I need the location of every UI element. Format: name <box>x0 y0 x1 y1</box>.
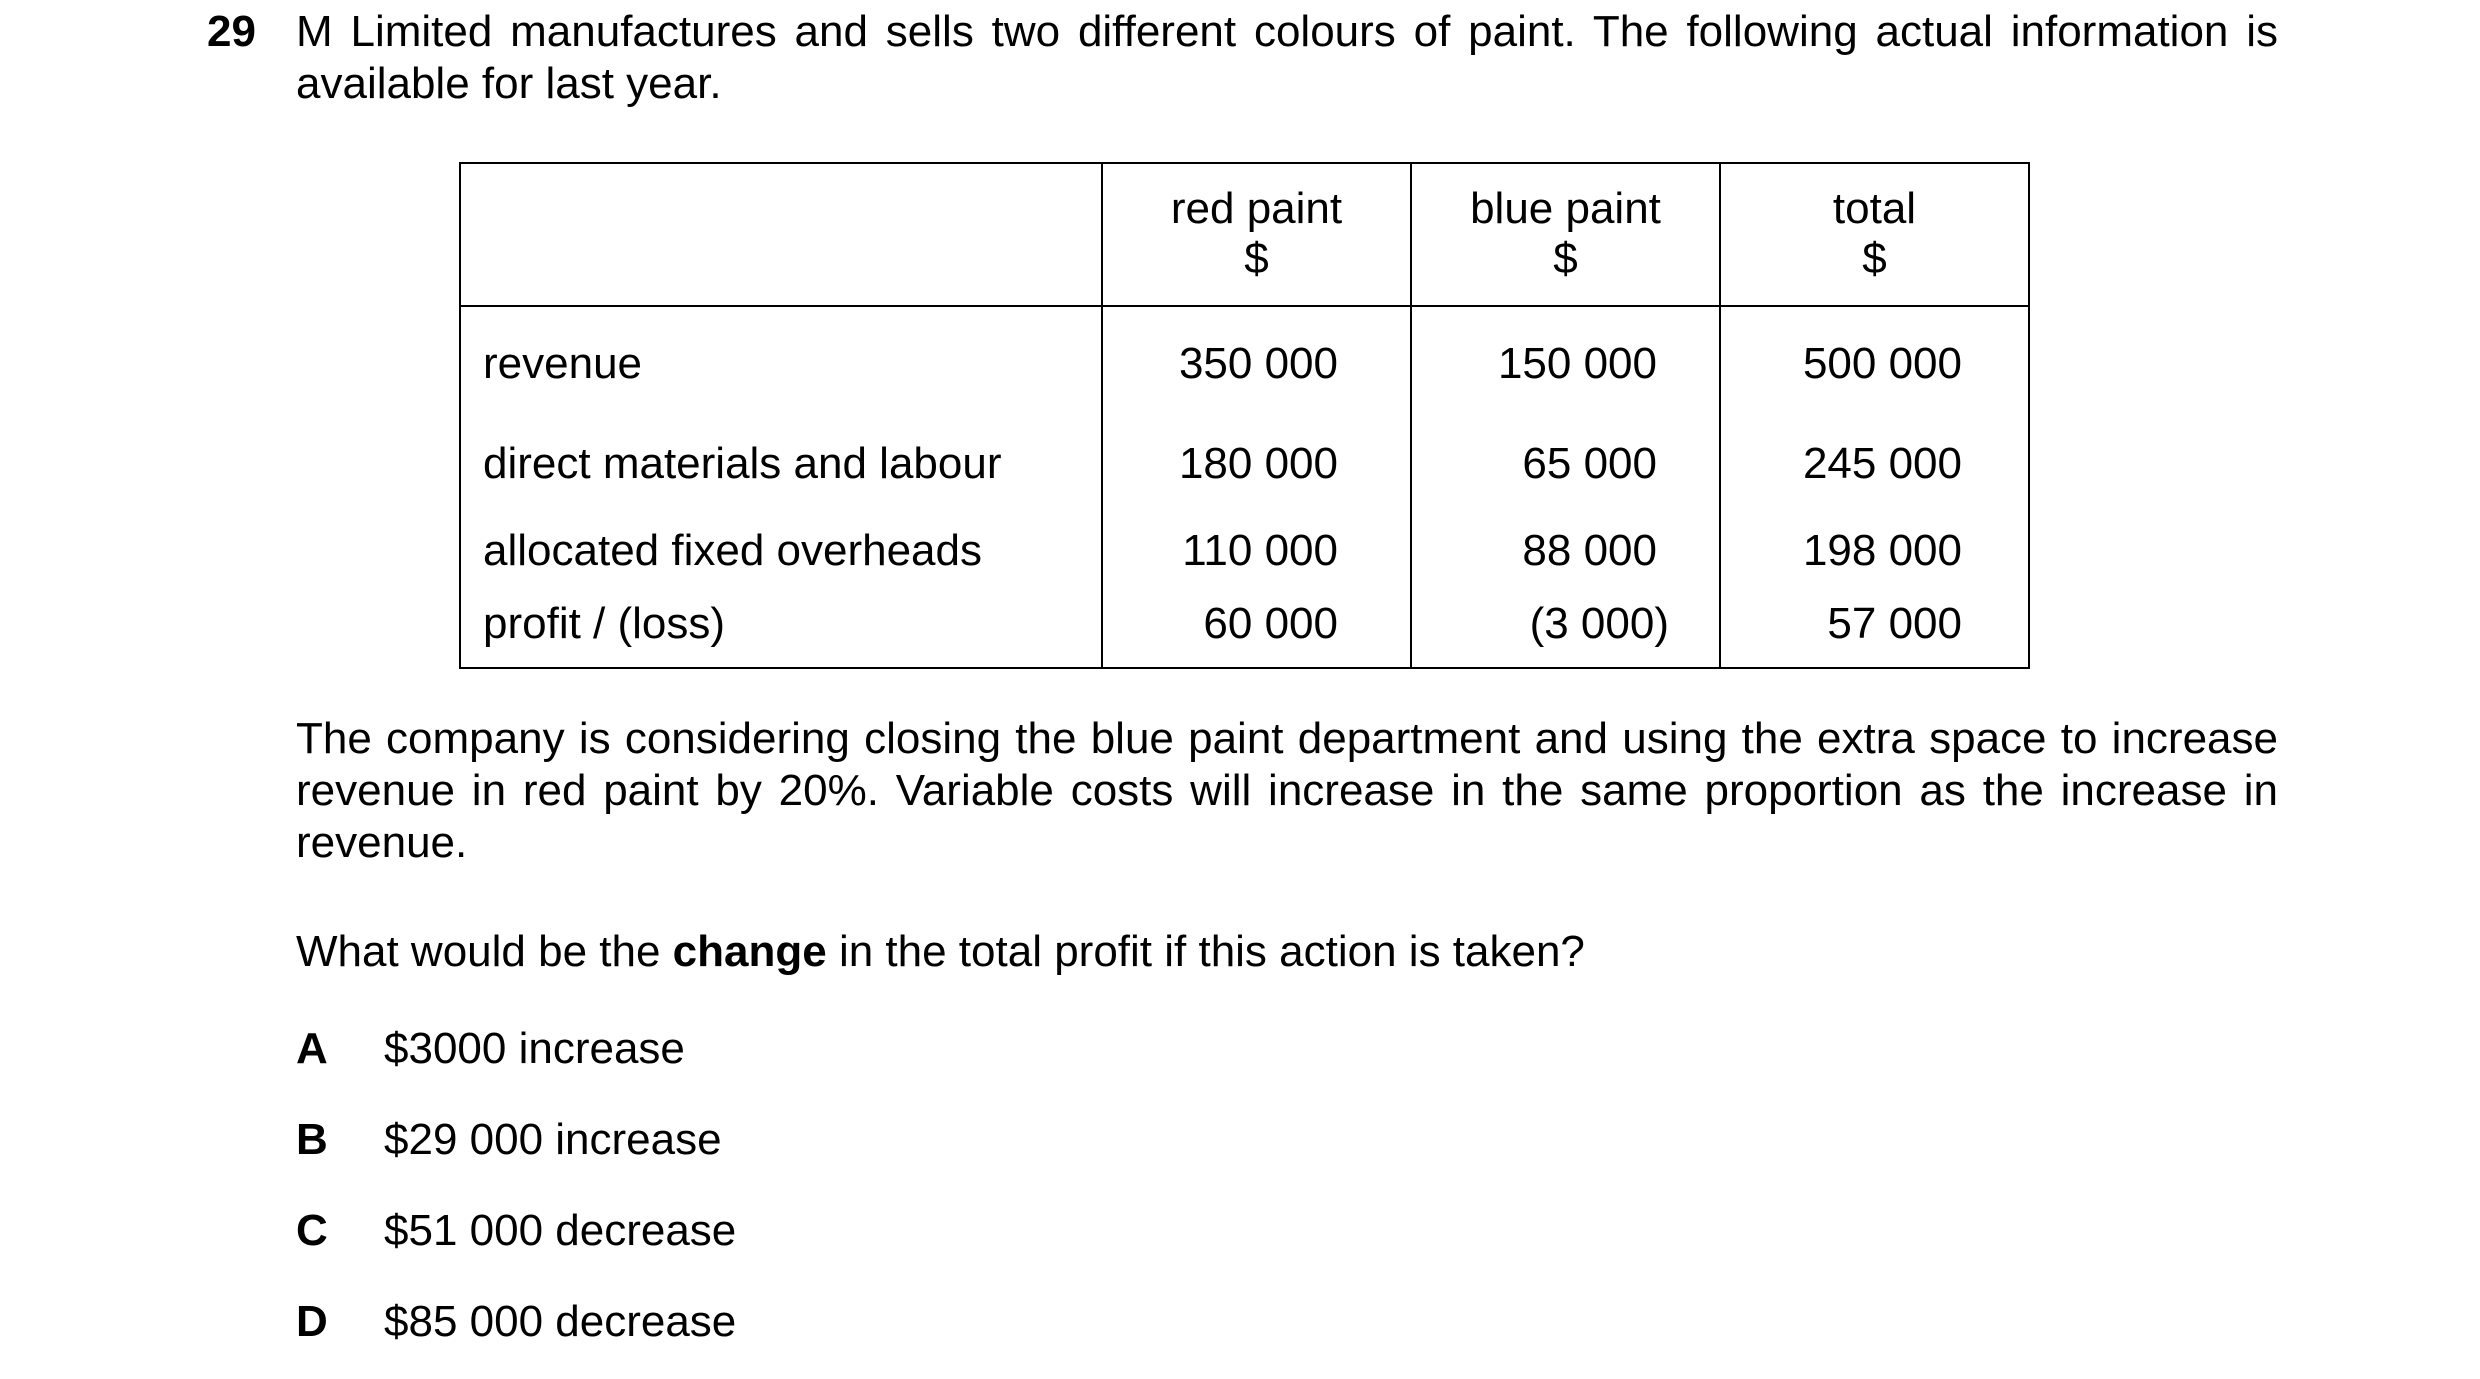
header-total-name: total <box>1832 184 1917 233</box>
scenario-paragraph: The company is considering closing the blue paint department and using the extra space to increase revenue in red paint by 20%. Variable costs will increase in the same proportion as the increase in revenue. <box>296 714 2278 867</box>
question-prompt-emphasis: change <box>672 927 827 976</box>
row-label: profit / (loss) <box>460 594 1102 668</box>
option-a[interactable] <box>296 1023 685 1075</box>
option-c-text: $51 000 decrease <box>384 1206 737 1255</box>
cell-total: 245 000 <box>1720 420 2029 507</box>
option-c[interactable] <box>296 1205 736 1257</box>
cell-total: 57 000 <box>1720 594 2029 668</box>
cell-red: 60 000 <box>1102 594 1411 668</box>
table-row <box>460 420 2029 507</box>
table-row <box>460 507 2029 594</box>
question-number: 29 <box>207 7 256 56</box>
financial-data-table <box>459 162 2030 669</box>
option-a-letter: A <box>296 1024 328 1073</box>
row-label: allocated fixed overheads <box>460 507 1102 594</box>
cell-red: 180 000 <box>1102 420 1411 507</box>
cell-blue: (3 000) <box>1411 594 1720 668</box>
header-red-paint-unit: $ <box>1244 234 1269 283</box>
row-label: revenue <box>460 306 1102 420</box>
header-label-cell <box>460 163 1102 306</box>
cell-red: 110 000 <box>1102 507 1411 594</box>
option-c-letter: C <box>296 1206 328 1255</box>
cell-total: 198 000 <box>1720 507 2029 594</box>
question-prompt-end: in the total profit if this action is taken? <box>826 927 1585 976</box>
row-label: direct materials and labour <box>460 420 1102 507</box>
cell-blue: 150 000 <box>1411 306 1720 420</box>
header-blue-paint-name: blue paint <box>1470 184 1661 233</box>
table-row <box>460 594 2029 668</box>
header-total-unit: $ <box>1862 234 1887 283</box>
option-b-letter: B <box>296 1115 328 1164</box>
table-header-row <box>460 163 2029 306</box>
header-red-paint-name: red paint <box>1170 184 1343 233</box>
option-d[interactable] <box>296 1296 736 1348</box>
cell-total: 500 000 <box>1720 306 2029 420</box>
question-prompt <box>296 926 1585 978</box>
option-d-text: $85 000 decrease <box>384 1297 737 1346</box>
option-a-text: $3000 increase <box>384 1024 685 1073</box>
cell-red: 350 000 <box>1102 306 1411 420</box>
header-blue-paint-unit: $ <box>1553 234 1578 283</box>
header-blue-paint <box>1411 163 1720 306</box>
option-b-text: $29 000 increase <box>384 1115 722 1164</box>
question-stem: M Limited manufactures and sells two different colours of paint. The following actual information is available for last year. <box>296 7 2278 108</box>
cell-blue: 65 000 <box>1411 420 1720 507</box>
header-red-paint <box>1102 163 1411 306</box>
question-prompt-start: What would be the <box>296 927 673 976</box>
cell-blue: 88 000 <box>1411 507 1720 594</box>
table-row <box>460 306 2029 420</box>
header-total <box>1720 163 2029 306</box>
option-d-letter: D <box>296 1297 328 1346</box>
option-b[interactable] <box>296 1114 722 1166</box>
